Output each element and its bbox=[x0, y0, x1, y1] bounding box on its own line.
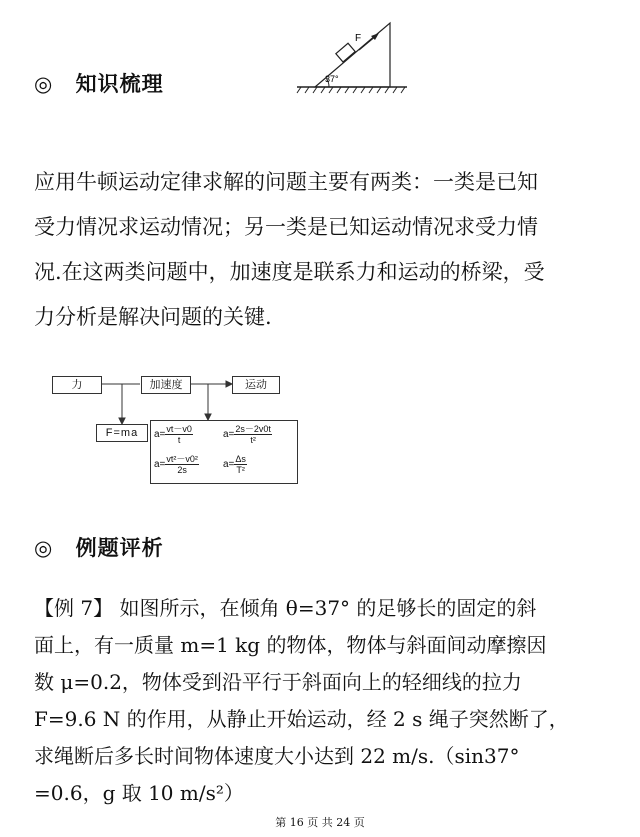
summary-line: 况.在这两类问题中，加速度是联系力和运动的桥梁，受 bbox=[34, 260, 545, 284]
bullet-marker: ◎ bbox=[34, 72, 54, 96]
newton-law-box: F=ma bbox=[96, 424, 148, 442]
block bbox=[336, 43, 355, 62]
section-heading-knowledge bbox=[34, 68, 164, 98]
summary-paragraph bbox=[34, 160, 634, 340]
section-title: 例题评析 bbox=[75, 536, 164, 560]
summary-line: 力分析是解决问题的关键. bbox=[34, 305, 272, 329]
example-line: 数 μ=0.2，物体受到沿平行于斜面向上的轻细线的拉力 bbox=[34, 670, 522, 694]
page-footer: 第 16 页 共 24 页 bbox=[275, 816, 365, 829]
equation: a= $\frac{2s-2v0t}{\text{t²}}$ bbox=[223, 424, 271, 445]
acceleration-box: 加速度 bbox=[141, 376, 191, 394]
section-heading-examples bbox=[34, 532, 164, 562]
summary-line: 受力情况求运动情况；另一类是已知运动情况求受力情 bbox=[34, 215, 538, 239]
equation: a= $\frac{\text{vt²－v0²}}{2s}$ bbox=[154, 454, 198, 475]
equation: a= $\frac{vt-v0}{t}$ bbox=[154, 424, 192, 445]
equation: a= $\frac{\Delta s}{\text{T²}}$ bbox=[223, 454, 246, 475]
incline-figure bbox=[295, 15, 410, 97]
summary-line: 应用牛顿运动定律求解的问题主要有两类：一类是已知 bbox=[34, 170, 538, 194]
kinematics-box bbox=[150, 420, 298, 484]
ground-hatch bbox=[297, 87, 405, 93]
force-label: F bbox=[355, 33, 362, 44]
force-box: 力 bbox=[52, 376, 102, 394]
example-problem bbox=[34, 590, 640, 812]
example-line: 面上，有一质量 m=1 kg 的物体，物体与斜面间动摩擦因 bbox=[34, 633, 547, 657]
motion-box: 运动 bbox=[232, 376, 280, 394]
example-line: F=9.6 N 的作用，从静止开始运动，经 2 s 绳子突然断了， bbox=[34, 707, 569, 731]
example-line: 求绳断后多长时间物体速度大小达到 22 m/s.（sin37° bbox=[34, 744, 520, 768]
section-title: 知识梳理 bbox=[75, 72, 164, 96]
example-line: 【例 7】 如图所示，在倾角 θ=37° 的足够长的固定的斜 bbox=[34, 596, 537, 620]
example-line: =0.6，g 取 10 m/s²） bbox=[34, 781, 244, 805]
angle-label: 37° bbox=[325, 74, 339, 84]
bullet-marker: ◎ bbox=[34, 536, 54, 560]
